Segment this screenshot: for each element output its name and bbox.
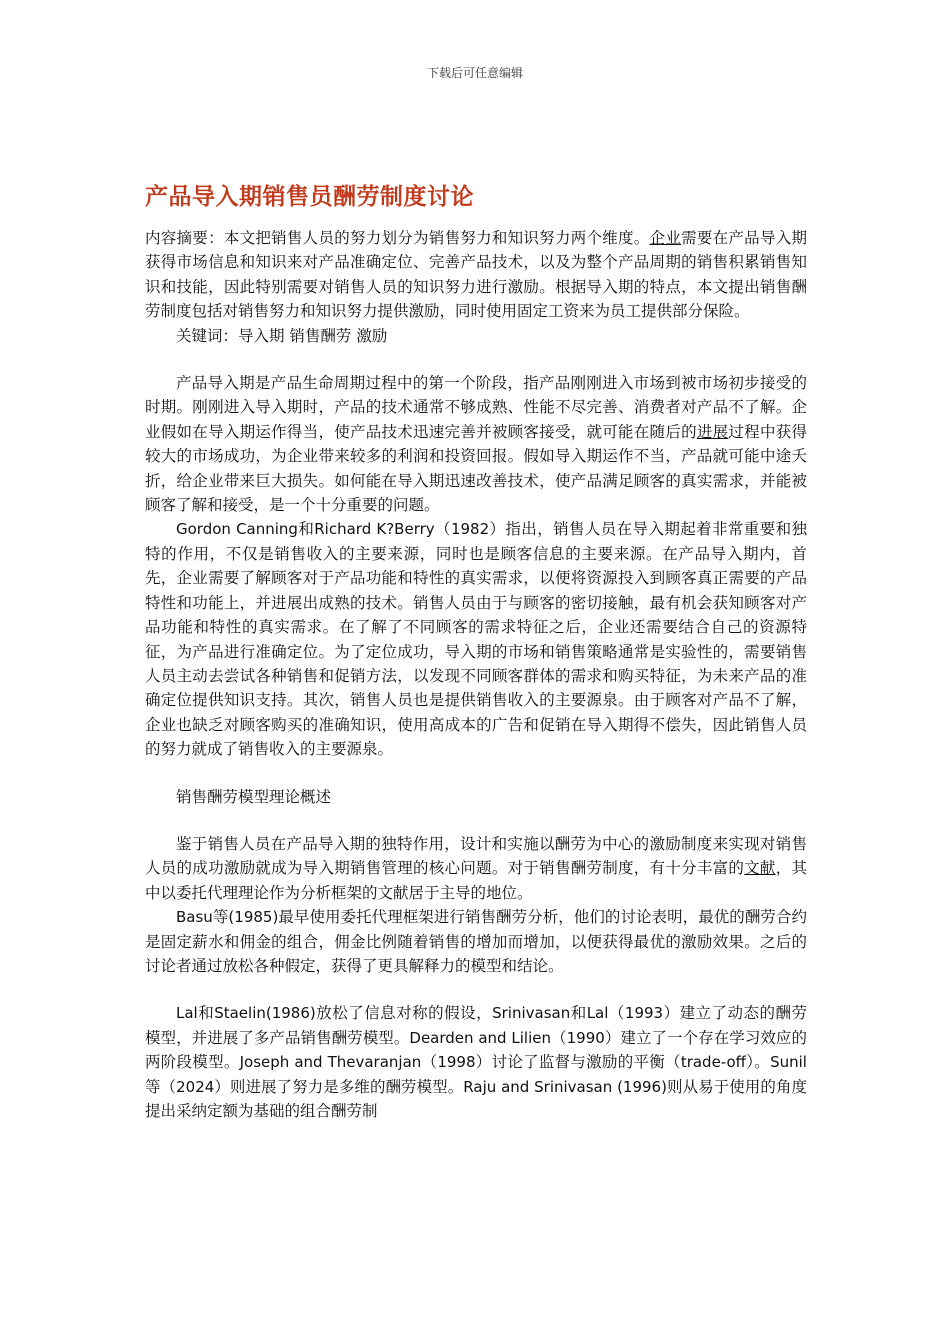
author-name: Staelin(1986) bbox=[214, 1004, 316, 1023]
year: 1982 bbox=[450, 520, 490, 539]
year: 2024 bbox=[176, 1077, 215, 1096]
paragraph-intro-stage bbox=[145, 371, 807, 517]
author-name: Dearden and Lilien bbox=[409, 1028, 551, 1047]
paragraph-text: 等（ bbox=[145, 1077, 177, 1096]
paragraph-text: （ bbox=[551, 1028, 567, 1047]
document-body bbox=[145, 180, 807, 1123]
spacer bbox=[145, 762, 807, 785]
author-name: Raju and Srinivasan (1996) bbox=[463, 1077, 667, 1096]
paragraph-text: 和 bbox=[570, 1004, 587, 1023]
year: 1993 bbox=[624, 1004, 664, 1023]
paragraph-text: ）讨论了监督与激励的平衡（ bbox=[475, 1053, 681, 1072]
author-name: Lal bbox=[586, 1004, 609, 1023]
paragraph-incentive-system bbox=[145, 832, 807, 905]
author-name: Sunil bbox=[770, 1053, 807, 1072]
year: (1985) bbox=[228, 908, 279, 927]
paragraph-text: （ bbox=[608, 1004, 625, 1023]
paragraph-text: 和 bbox=[297, 520, 315, 539]
year: 1998 bbox=[437, 1053, 476, 1072]
paragraph-text: ）则进展了努力是多维的酬劳模型。 bbox=[214, 1077, 464, 1096]
header-note: 下载后可任意编辑 bbox=[426, 66, 523, 80]
paragraph-text-2: 过程中获得较大的市场成功，为企业带来较多的利润和投资回报。假如导入期运作不当，产品就可能中途夭折，给企业带来巨大损失。如何能在导入期迅速改善技术，使产品满足顾客的真实需求，并能被顾客了解和接受，是一个十分重要的问题。 bbox=[145, 422, 807, 515]
author-name: Lal bbox=[176, 1004, 198, 1023]
paragraph-text: 等 bbox=[212, 908, 229, 927]
year: 1990 bbox=[566, 1028, 605, 1047]
link-development[interactable]: 进展 bbox=[696, 422, 729, 441]
keywords-line: 关键词：导入期 销售酬劳 激励 bbox=[176, 326, 388, 345]
paragraph-canning-berry bbox=[145, 517, 807, 761]
abstract-paragraph bbox=[145, 226, 807, 324]
paragraph-text: 放松了信息对称的假设， bbox=[315, 1004, 493, 1023]
paragraph-text: ）。 bbox=[746, 1053, 771, 1072]
paragraph-text: ）指出，销售人员在导入期起着非常重要和独特的作用，不仅是销售收入的主要来源，同时也是顾客信息的主要来源。在产品导入期内，首先，企业需要了解顾客对于产品功能和特性的真实需求，以便将资源投入到顾客真正需要的产品特性和功能上，并进展出成熟的技术。销售人员由于与顾客的密切接触，最有机会获知顾客对产品功能和特性的真实需求。在了解了不同顾客的需求特征之后，企业还需要结合自己的资源特征，为产品进行准确定位。为了定位成功，导入期的市场和销售策略通常是实验性的，需要销售人员主动去尝试各种销售和促销方法，以发现不同顾客群体的需求和购买特征，为未来产品的准确定位提供知识支持。其次，销售人员也是提供销售收入的主要源泉。由于顾客对产品不了解，企业也缺乏对顾客购买的准确知识，使用高成本的广告和促销在导入期得不偿失，因此销售人员的努力就成了销售收入的主要源泉。 bbox=[145, 520, 807, 759]
paragraph-text: ）建立了动态的酬劳模型，并进展了多产品销售酬劳模型。 bbox=[145, 1004, 807, 1047]
spacer bbox=[145, 809, 807, 832]
link-enterprise[interactable]: 企业 bbox=[649, 229, 682, 247]
paragraph-text: 最早使用委托代理框架进行销售酬劳分析，他们的讨论表明，最优的酬劳合约是固定薪水和佣金的组合，佣金比例随着销售的增加而增加，以便获得最优的激励效果。之后的讨论者通过放松各种假定，获得了更具解释力的模型和结论。 bbox=[145, 908, 807, 975]
spacer bbox=[145, 348, 807, 371]
author-name: Joseph and Thevaranjan bbox=[239, 1053, 422, 1072]
spacer bbox=[145, 978, 807, 1001]
author-name: Richard K?Berry bbox=[314, 520, 435, 539]
section-heading: 销售酬劳模型理论概述 bbox=[176, 787, 332, 806]
author-name: Basu bbox=[176, 908, 213, 927]
paragraph-basu bbox=[145, 905, 807, 978]
paragraph-text: 和 bbox=[197, 1004, 215, 1023]
paragraph-text: ）建立了一个存在学习效应的两阶段模型。 bbox=[145, 1028, 807, 1072]
paragraph-text-2: ，其中以委托代理理论作为分析框架的文献居于主导的地位。 bbox=[145, 859, 807, 902]
paragraph-models-review bbox=[145, 1001, 807, 1123]
term: trade-off bbox=[680, 1053, 747, 1072]
paragraph-text: （ bbox=[421, 1053, 438, 1072]
abstract-text-1: 内容摘要：本文把销售人员的努力划分为销售努力和知识努力两个维度。 bbox=[145, 229, 650, 247]
abstract-text-2: 需要在产品导入期获得市场信息和知识来对产品准确定位、完善产品技术，以及为整个产品周期的销售积累销售知识和技能，因此特别需要对销售人员的知识努力进行激励。根据导入期的特点，本文提出销售酬劳制度包括对销售努力和知识努力提供激励，同时使用固定工资来为员工提供部分保险。 bbox=[145, 229, 807, 321]
paragraph-text-1: 产品导入期是产品生命周期过程中的第一个阶段，指产品刚刚进入市场到被市场初步接受的时期。刚刚进入导入期时，产品的技术通常不够成熟、性能不尽完善、消费者对产品不了解。企业假如在导入期运作得当，使产品技术迅速完善并被顾客接受，就可能在随后的 bbox=[145, 374, 807, 441]
paragraph-text-1: 鉴于销售人员在产品导入期的独特作用，设计和实施以酬劳为中心的激励制度来实现对销售人员的成功激励就成为导入期销售管理的核心问题。对于销售酬劳制度，有十分丰富的 bbox=[145, 834, 807, 878]
author-name: Srinivasan bbox=[492, 1004, 571, 1023]
link-literature[interactable]: 文献 bbox=[744, 859, 776, 878]
author-name: Gordon Canning bbox=[176, 520, 298, 539]
paragraph-text: 则从易于使用的角度提出采纳定额为基础的组合酬劳制 bbox=[145, 1077, 807, 1120]
paragraph-text: （ bbox=[434, 520, 451, 539]
document-title: 产品导入期销售员酬劳制度讨论 bbox=[145, 183, 474, 210]
